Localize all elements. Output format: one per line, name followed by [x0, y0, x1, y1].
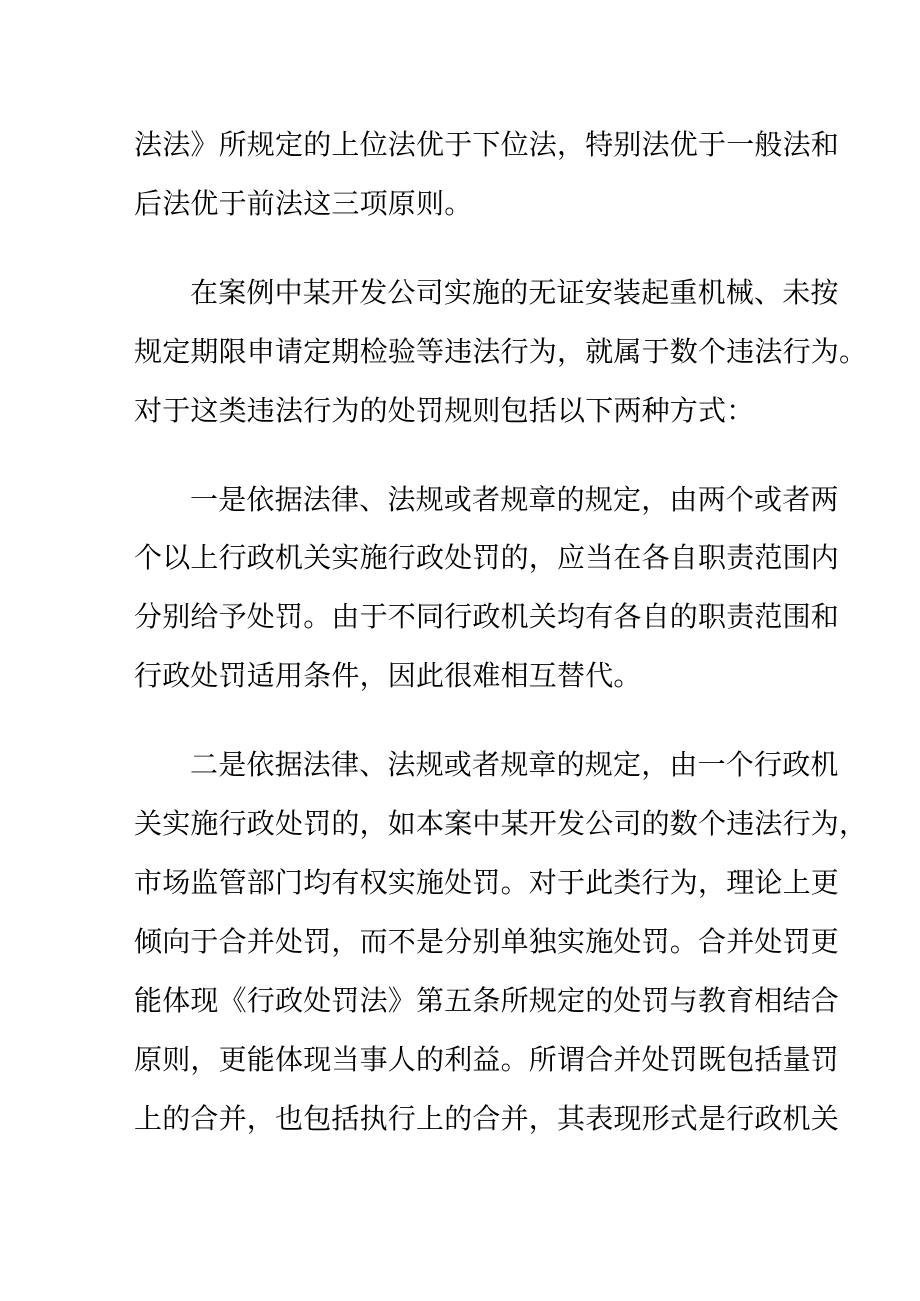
paragraph-1-line-2: 后法优于前法这三项原则。 — [134, 187, 473, 220]
paragraph-4-line-6: 原则，更能体现当事人的利益。所谓合并处罚既包括量罚 — [134, 1043, 840, 1076]
paragraph-3-line-4: 行政处罚适用条件，因此很难相互替代。 — [134, 659, 642, 692]
paragraph-2-line-3: 对于这类违法行为的处罚规则包括以下两种方式： — [134, 394, 755, 427]
paragraph-4-line-3: 市场监管部门均有权实施处罚。对于此类行为，理论上更 — [134, 866, 840, 899]
paragraph-1-line-1: 法法》所规定的上位法优于下位法，特别法优于一般法和 — [134, 128, 840, 161]
paragraph-3-line-1: 一是依据法律、法规或者规章的规定，由两个或者两 — [190, 483, 839, 516]
paragraph-4-line-5: 能体现《行政处罚法》第五条所规定的处罚与教育相结合 — [134, 984, 840, 1017]
paragraph-4-line-7: 上的合并，也包括执行上的合并，其表现形式是行政机关 — [134, 1102, 840, 1135]
paragraph-4-line-1: 二是依据法律、法规或者规章的规定，由一个行政机 — [190, 748, 839, 781]
paragraph-2-line-1: 在案例中某开发公司实施的无证安装起重机械、未按 — [190, 276, 839, 309]
paragraph-4-line-4: 倾向于合并处罚，而不是分别单独实施处罚。合并处罚更 — [134, 925, 840, 958]
paragraph-3-line-2: 个以上行政机关实施行政处罚的，应当在各自职责范围内 — [134, 541, 840, 574]
paragraph-3-line-3: 分别给予处罚。由于不同行政机关均有各自的职责范围和 — [134, 600, 840, 633]
paragraph-2-line-2: 规定期限申请定期检验等违法行为，就属于数个违法行为。 — [134, 335, 868, 368]
paragraph-4-line-2: 关实施行政处罚的，如本案中某开发公司的数个违法行为， — [134, 807, 868, 840]
